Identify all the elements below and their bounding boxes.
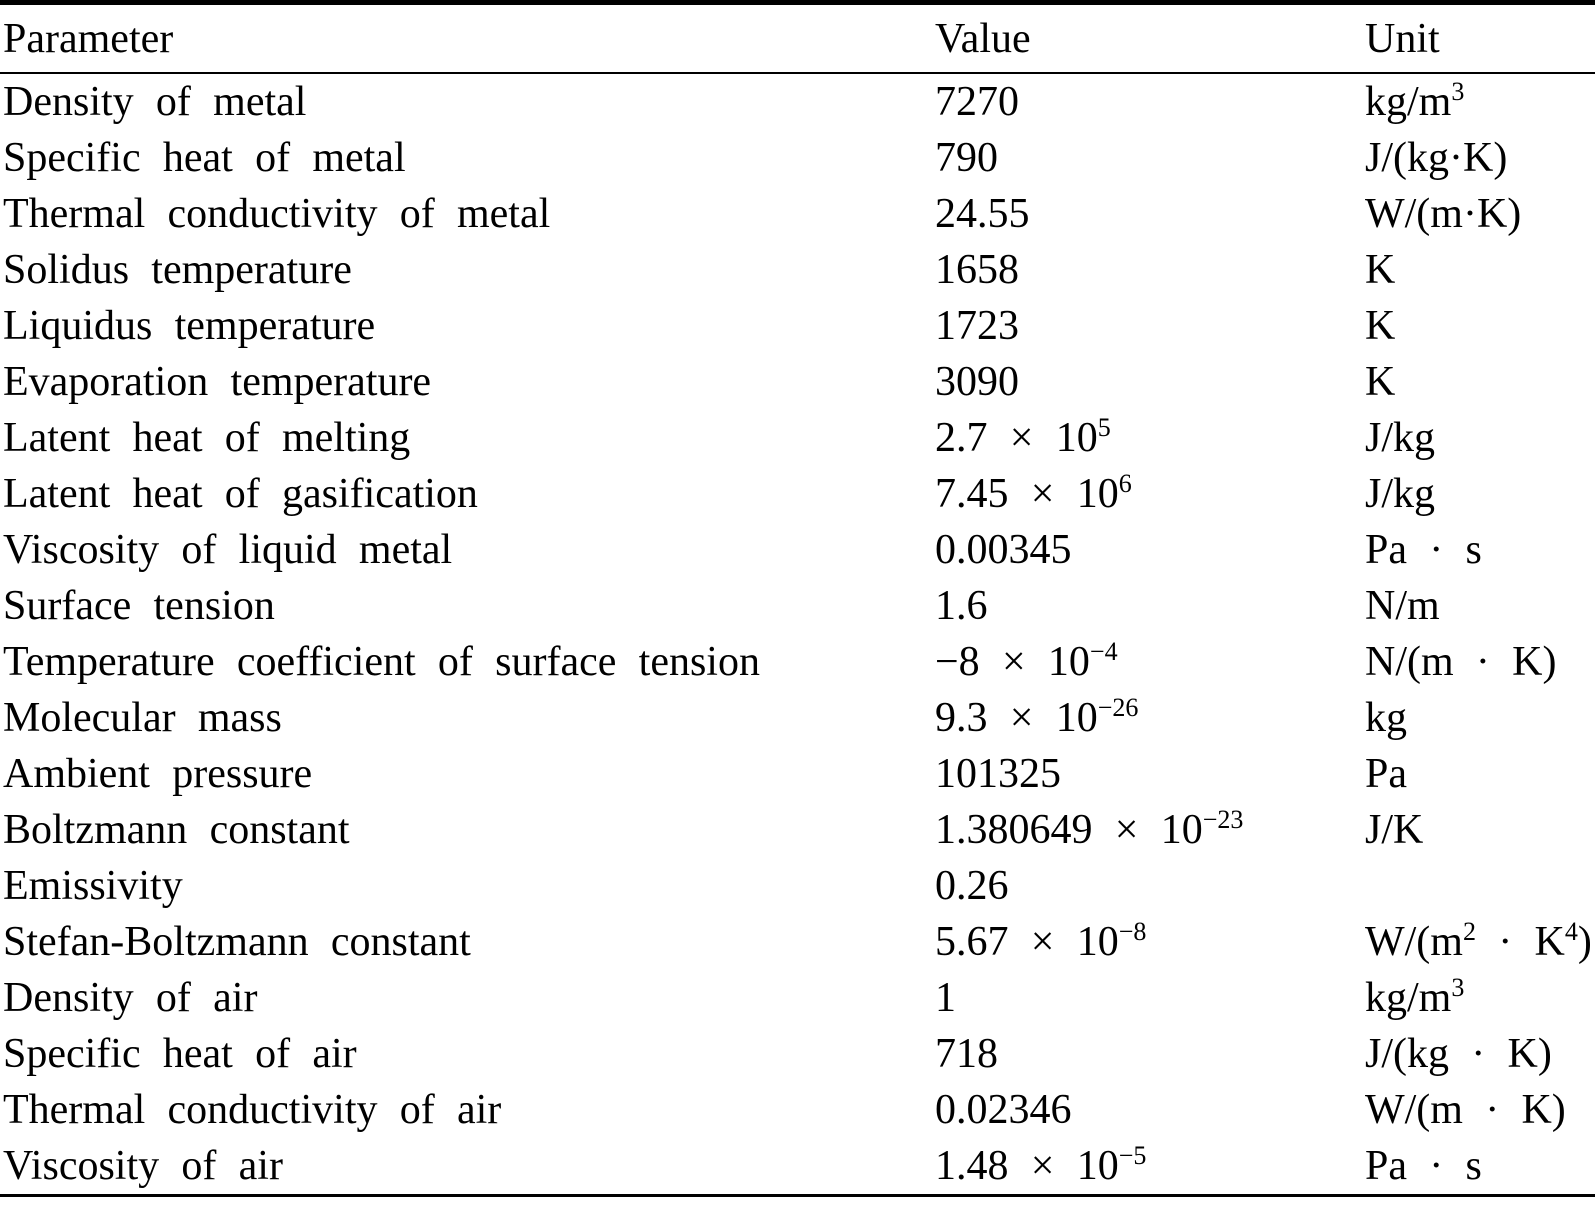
table-row: [0, 522, 1595, 578]
table-row: [0, 858, 1595, 914]
table-row: [0, 298, 1595, 354]
table-row: [0, 1082, 1595, 1138]
value-cell: 7270: [935, 79, 1019, 125]
table-row: [0, 410, 1595, 466]
parameter-cell: Surface tension: [3, 583, 275, 629]
header-row: [0, 3, 1595, 74]
parameter-cell: Liquidus temperature: [3, 303, 376, 349]
unit-cell: J/kg: [1365, 415, 1436, 461]
parameter-cell: Ambient pressure: [3, 751, 313, 797]
parameter-cell: Density of air: [3, 975, 258, 1021]
parameter-cell: Latent heat of melting: [3, 415, 411, 461]
unit-cell: W/(m · K): [1365, 1087, 1566, 1133]
parameter-cell: Stefan-Boltzmann constant: [3, 919, 471, 965]
value-cell: 0.26: [935, 863, 1009, 909]
unit-cell: J/(kg · K): [1365, 1031, 1552, 1077]
value-cell: $2.7 \times 10^5$: [935, 413, 1111, 461]
table-row: [0, 130, 1595, 186]
value-cell: $5.67 \times 10^{-8}$: [935, 917, 1147, 965]
value-cell: 0.00345: [935, 527, 1072, 573]
value-cell: $1.48 \times 10^{-5}$: [935, 1141, 1147, 1189]
parameter-cell: Specific heat of metal: [3, 135, 406, 181]
unit-cell: J/K: [1365, 807, 1424, 853]
table-row: [0, 242, 1595, 298]
column-header-value: Value: [935, 3, 1365, 74]
table-row: [0, 1138, 1595, 1196]
table-row: [0, 354, 1595, 410]
value-cell: $7.45 \times 10^6$: [935, 469, 1132, 517]
table-row: [0, 970, 1595, 1026]
table-row: [0, 578, 1595, 634]
parameter-cell: Solidus temperature: [3, 247, 352, 293]
parameter-cell: Thermal conductivity of metal: [3, 191, 551, 237]
value-cell: $1.380649 \times 10^{-23}$: [935, 805, 1244, 853]
table-row: [0, 746, 1595, 802]
parameter-cell: Temperature coefficient of surface tension: [3, 639, 760, 685]
table-row: [0, 914, 1595, 970]
value-cell: 24.55: [935, 191, 1030, 237]
value-cell: $9.3 \times 10^{-26}$: [935, 693, 1139, 741]
value-cell: 1723: [935, 303, 1019, 349]
table-row: [0, 802, 1595, 858]
value-cell: 1.6: [935, 583, 988, 629]
unit-cell: Pa · s: [1365, 1143, 1482, 1189]
value-cell: 790: [935, 135, 998, 181]
value-cell: 1658: [935, 247, 1019, 293]
unit-cell: N/(m · K): [1365, 639, 1557, 685]
table-header: [0, 3, 1595, 74]
value-cell: 718: [935, 1031, 998, 1077]
parameter-cell: Emissivity: [3, 863, 183, 909]
value-cell: 1: [935, 975, 956, 1021]
parameter-cell: Boltzmann constant: [3, 807, 350, 853]
unit-cell: Pa · s: [1365, 527, 1482, 573]
unit-cell: $kg/m^3$: [1365, 77, 1465, 125]
value-cell: 3090: [935, 359, 1019, 405]
unit-cell: kg: [1365, 695, 1407, 741]
parameter-cell: Viscosity of liquid metal: [3, 527, 453, 573]
table-row: [0, 186, 1595, 242]
unit-cell: [1365, 858, 1595, 914]
parameter-cell: Evaporation temperature: [3, 359, 432, 405]
unit-cell: K: [1365, 359, 1396, 405]
unit-cell: K: [1365, 247, 1396, 293]
unit-cell: $kg/m^3$: [1365, 973, 1465, 1021]
parameter-cell: Thermal conductivity of air: [3, 1087, 502, 1133]
table-row: [0, 690, 1595, 746]
table-row: [0, 634, 1595, 690]
parameter-cell: Density of metal: [3, 79, 307, 125]
unit-cell: J/kg: [1365, 471, 1436, 517]
column-header-unit: Unit: [1365, 3, 1595, 74]
value-cell: 101325: [935, 751, 1061, 797]
parameter-cell: Specific heat of air: [3, 1031, 357, 1077]
unit-cell: W/(m·K): [1365, 191, 1522, 237]
value-cell: $-8 \times 10^{-4}$: [935, 637, 1118, 685]
unit-cell: J/(kg·K): [1365, 135, 1508, 181]
unit-cell: $W/(m^2 \cdot K^4)$: [1365, 917, 1592, 965]
parameter-cell: Molecular mass: [3, 695, 282, 741]
parameter-cell: Latent heat of gasification: [3, 471, 478, 517]
table-body: [0, 73, 1595, 1196]
parameter-cell: Viscosity of air: [3, 1143, 283, 1189]
column-header-parameter: Parameter: [0, 3, 935, 74]
unit-cell: Pa: [1365, 751, 1407, 797]
table-row: [0, 466, 1595, 522]
value-cell: 0.02346: [935, 1087, 1072, 1133]
table-row: [0, 73, 1595, 130]
unit-cell: K: [1365, 303, 1396, 349]
unit-cell: N/m: [1365, 583, 1440, 629]
table-row: [0, 1026, 1595, 1082]
